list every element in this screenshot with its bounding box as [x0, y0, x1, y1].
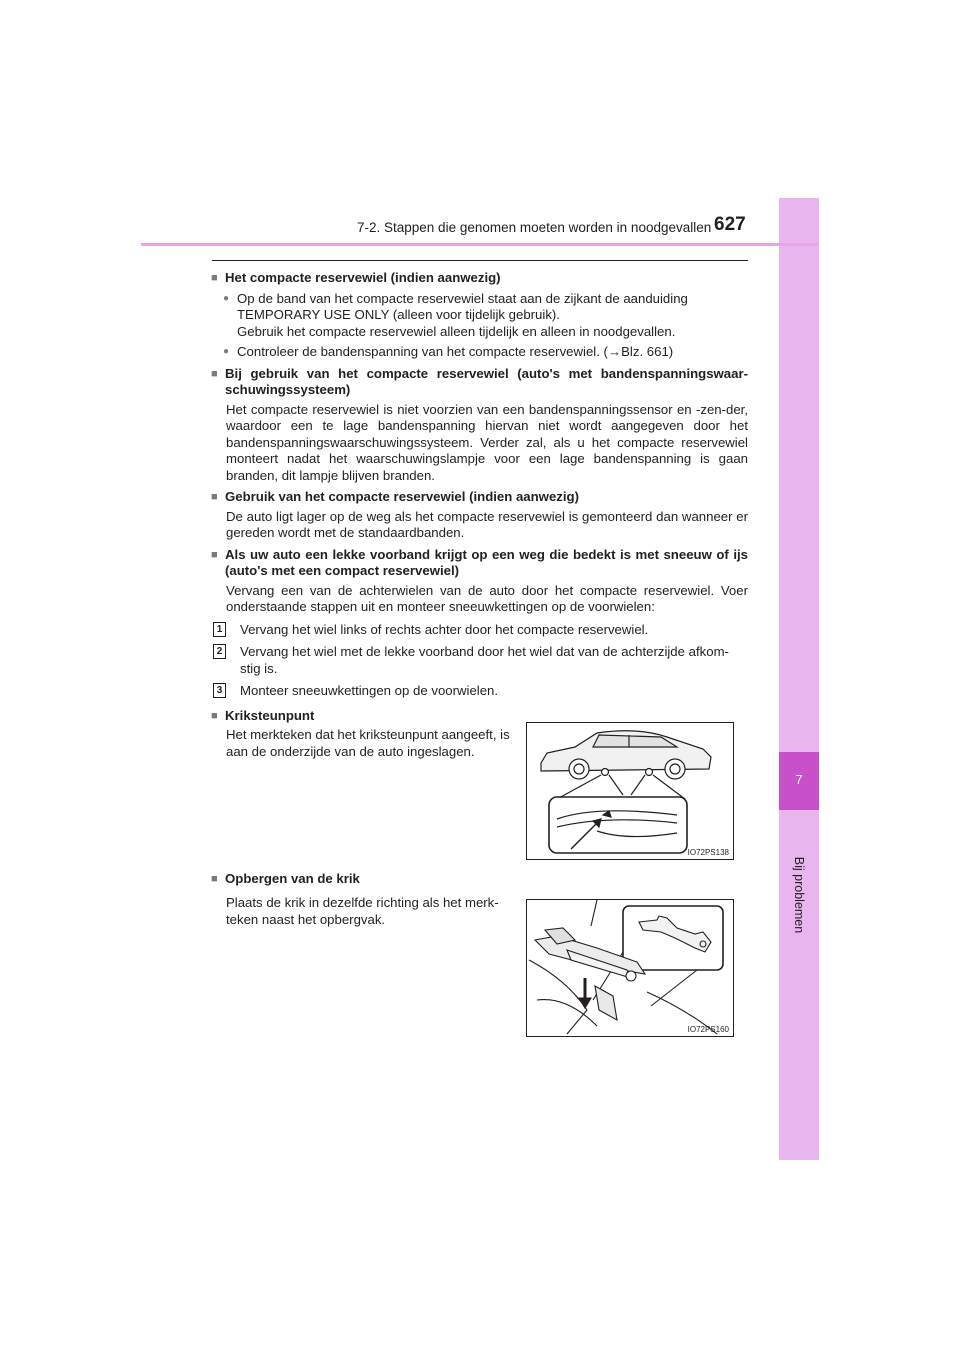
paragraph: Vervang een van de achterwielen van de auto door het compacte reservewiel. Voer onderstaande stappen uit en monteer sneeuwkettingen op de voorwielen: [226, 582, 748, 614]
header-divider [141, 243, 818, 246]
bullet-item: ● Op de band van het compacte reservewiel staat aan de zijkant de aanduiding TEMPORARY USE ONLY (alleen voor tijdelijk gebruik). Gebruik het compacte reservewiel alleen tijdelijk en alleen in noodgevallen. [211, 291, 748, 341]
figure-code: IO72PS160 [687, 1025, 729, 1034]
chapter-label [775, 850, 823, 940]
step-item: 1 Vervang het wiel links of rechts achter door het compacte reservewiel. [211, 622, 748, 639]
page-content [211, 265, 748, 760]
chapter-label-text: Bij problemen [792, 856, 806, 934]
step-number: 1 [213, 622, 226, 637]
car-jack-point-illustration [527, 723, 733, 859]
figure-code: IO72PS138 [687, 848, 729, 857]
section-heading-jack-storage: ■ Opbergen van de krik [211, 871, 360, 888]
page-number: 627 [714, 214, 746, 235]
section-heading-usage: ■ Gebruik van het compacte reservewiel (indien aanwezig) [211, 489, 748, 506]
figure-jack-storage [526, 899, 734, 1037]
content-top-rule [212, 260, 748, 261]
jack-storage-illustration [527, 900, 733, 1036]
section-heading-jack-point: ■ Kriksteunpunt [211, 708, 748, 725]
section-heading-snow: ■ Als uw auto een lekke voorband krijgt op een weg die bedekt is met sneeuw of ijs (auto's met een compact reservewiel) [211, 547, 748, 580]
paragraph: Het merkteken dat het kriksteunpunt aangeeft, is aan de onderzijde van de auto ingeslagen. [226, 727, 510, 759]
section-heading-spare-wheel: ■ Het compacte reservewiel (indien aanwezig) [211, 270, 748, 287]
side-tab [779, 198, 819, 1160]
bullet-item: ● Controleer de bandenspanning van het compacte reservewiel. (→Blz. 661) [211, 344, 748, 361]
step-item: 2 Vervang het wiel met de lekke voorband door het wiel dat van de achterzijde afkom-stig is. [211, 644, 748, 677]
step-item: 3 Monteer sneeuwkettingen op de voorwielen. [211, 683, 748, 700]
paragraph: Plaats de krik in dezelfde richting als het merk-teken naast het opbergvak. [226, 895, 499, 927]
header-title: 7-2. Stappen die genomen moeten worden in noodgevallen [357, 220, 712, 235]
chapter-number: 7 [779, 752, 819, 810]
section-heading-tpms: ■ Bij gebruik van het compacte reservewiel (auto's met bandenspanningswaar-schuwingssysteem) [211, 366, 748, 399]
step-number: 2 [213, 644, 226, 659]
step-number: 3 [213, 683, 226, 698]
paragraph: Het compacte reservewiel is niet voorzien van een bandenspanningssensor en -zen-der, waardoor een te lage bandenspanning hiervan niet wordt aangegeven door het bandenspanningswaarschuwingssysteem. Verder zal, als u het compacte reservewiel monteert nadat het waarschuwingslampje voor een lage bandenspanning is gaan branden, dit lampje blijven branden. [226, 401, 748, 483]
paragraph: De auto ligt lager op de weg als het compacte reservewiel is gemonteerd dan wanneer er gereden wordt met de standaardbanden. [226, 508, 748, 540]
figure-jack-point [526, 722, 734, 860]
